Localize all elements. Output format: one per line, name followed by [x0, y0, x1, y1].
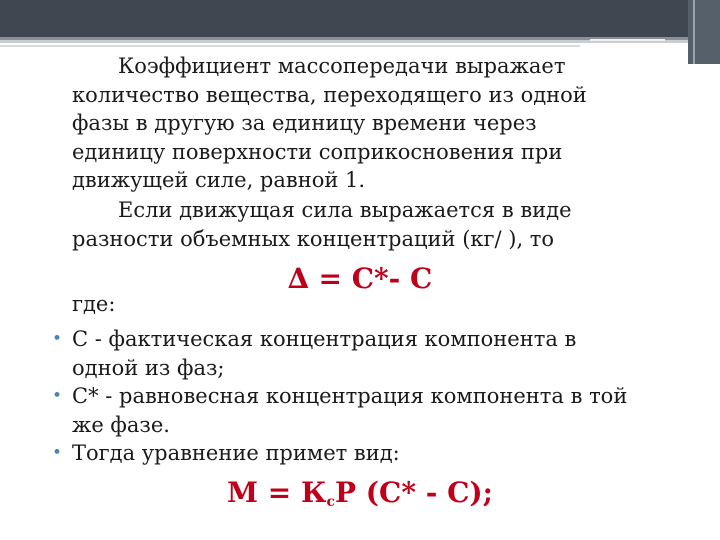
bullet-icon: •	[52, 443, 63, 463]
text-line: же фазе.	[72, 412, 170, 437]
text-line: Коэффициент массопередачи выражает	[118, 54, 566, 78]
text-line: разности объемных концентраций (кг/ ), то	[72, 226, 555, 251]
bullet-icon: •	[52, 386, 63, 406]
text-line: одной из фаз;	[72, 355, 225, 380]
bullet-icon: •	[52, 329, 63, 349]
text-line: Тогда уравнение примет вид:	[72, 441, 400, 465]
mass-transfer-formula	[0, 476, 720, 510]
text-line: движущей силе, равной 1.	[72, 168, 366, 192]
text-line: С* - равновесная концентрация компонента в той	[72, 384, 628, 408]
list-item	[52, 382, 692, 439]
formula-subscript: c	[326, 494, 335, 510]
text-line: Если движущая сила выражается в виде	[118, 198, 572, 222]
paragraph-definition	[72, 52, 672, 195]
list-item	[52, 325, 692, 382]
list-item	[52, 439, 692, 468]
driving-force-formula: ∆ = С*- С	[287, 262, 433, 295]
formula-part: Р (С* - С);	[334, 476, 493, 509]
text-line: фазы в другую за единицу времени через	[72, 111, 537, 135]
text-line: С - фактическая концентрация компонента в	[72, 327, 577, 351]
text-line: единицу поверхности соприкосновения при	[72, 139, 563, 164]
paragraph-condition	[72, 196, 672, 253]
text-line: количество вещества, переходящего из одной	[72, 82, 587, 107]
formula-part: М = К	[227, 476, 327, 509]
definitions-list	[52, 325, 692, 468]
where-label: где:	[72, 292, 116, 316]
